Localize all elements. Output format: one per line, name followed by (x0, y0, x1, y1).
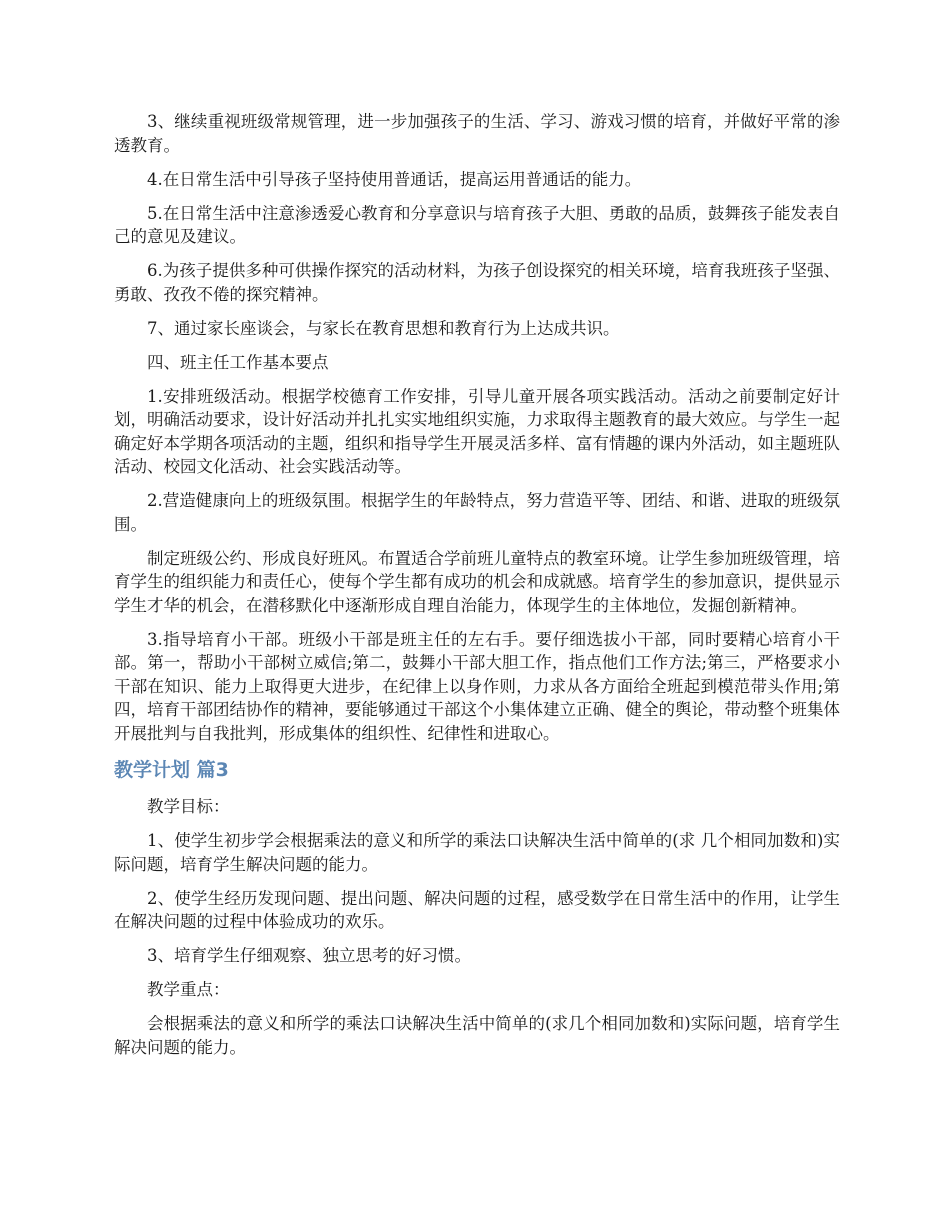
paragraph-goal-1: 1、使学生初步学会根据乘法的意义和所学的乘法口诀解决生活中简单的(求 几个相同加数和)实际问题，培育学生解决问题的能力。 (114, 831, 840, 874)
label-teaching-focus: 教学重点： (147, 980, 230, 999)
paragraph-item-6-exploration: 6.为孩子提供多种可供操作探究的活动材料，为孩子创设探究的相关环境，培育我班孩子坚强、勇敢、孜孜不倦的探究精神。 (114, 261, 840, 304)
paragraph-class-cadres: 3.指导培育小干部。班级小干部是班主任的左右手。要仔细选拔小干部，同时要精心培育小干部。第一，帮助小干部树立威信;第二，鼓舞小干部大胆工作，指点他们工作方法;第三，严格要求小干部在知识、能力上取得更大进步，在纪律上以身作则，力求从各方面给全班起到模范带头作用;第四，培育干部团结协作的精神，要能够通过干部这个小集体建立正确、健全的舆论，带动整个班集体开展批判与自我批判，形成集体的组织性、纪律性和进取心。 (114, 629, 840, 743)
section-heading: 教学计划 篇3 (114, 758, 229, 781)
paragraph-item-4-mandarin: 4.在日常生活中引导孩子坚持使用普通话，提高运用普通话的能力。 (147, 169, 642, 189)
paragraph-teaching-focus: 会根据乘法的意义和所学的乘法口诀解决生活中简单的(求几个相同加数和)实际问题，培育学生解决问题的能力。 (114, 1014, 840, 1057)
paragraph-class-rules: 制定班级公约、形成良好班风。布置适合学前班儿童特点的教室环境。让学生参加班级管理，培育学生的组织能力和责任心，使每个学生都有成功的机会和成就感。培育学生的参加意识，提供显示学生才华的机会，在潜移默化中逐渐形成自理自治能力，体现学生的主体地位，发掘创新精神。 (114, 548, 840, 615)
paragraph-class-activities: 1.安排班级活动。根据学校德育工作安排，引导儿童开展各项实践活动。活动之前要制定好计划，明确活动要求，设计好活动并扎扎实实地组织实施，力求取得主题教育的最大效应。与学生一起确定好本学期各项活动的主题，组织和指导学生开展灵活多样、富有情趣的课内外活动，如主题班队活动、校园文化活动、社会实践活动等。 (114, 386, 840, 476)
paragraph-item-3-routine: 3、继续重视班级常规管理，进一步加强孩子的生活、学习、游戏习惯的培育，并做好平常的渗透教育。 (114, 112, 840, 155)
paragraph-item-5-love-education: 5.在日常生活中注意渗透爱心教育和分享意识与培育孩子大胆、勇敢的品质，鼓舞孩子能发表自己的意见及建议。 (114, 203, 840, 246)
paragraph-class-atmosphere: 2.营造健康向上的班级氛围。根据学生的年龄特点，努力营造平等、团结、和谐、进取的班级氛围。 (114, 491, 840, 534)
document-page (114, 110, 840, 1070)
subsection-title-teacher-duties: 四、班主任工作基本要点 (147, 352, 329, 372)
paragraph-item-7-parents: 7、通过家长座谈会，与家长在教育思想和教育行为上达成共识。 (147, 318, 620, 338)
paragraph-goal-2: 2、使学生经历发现问题、提出问题、解决问题的过程，感受数学在日常生活中的作用，让学生在解决问题的过程中体验成功的欢乐。 (114, 888, 840, 931)
label-teaching-goals: 教学目标： (147, 797, 230, 816)
paragraph-goal-3: 3、培育学生仔细观察、独立思考的好习惯。 (147, 946, 471, 965)
